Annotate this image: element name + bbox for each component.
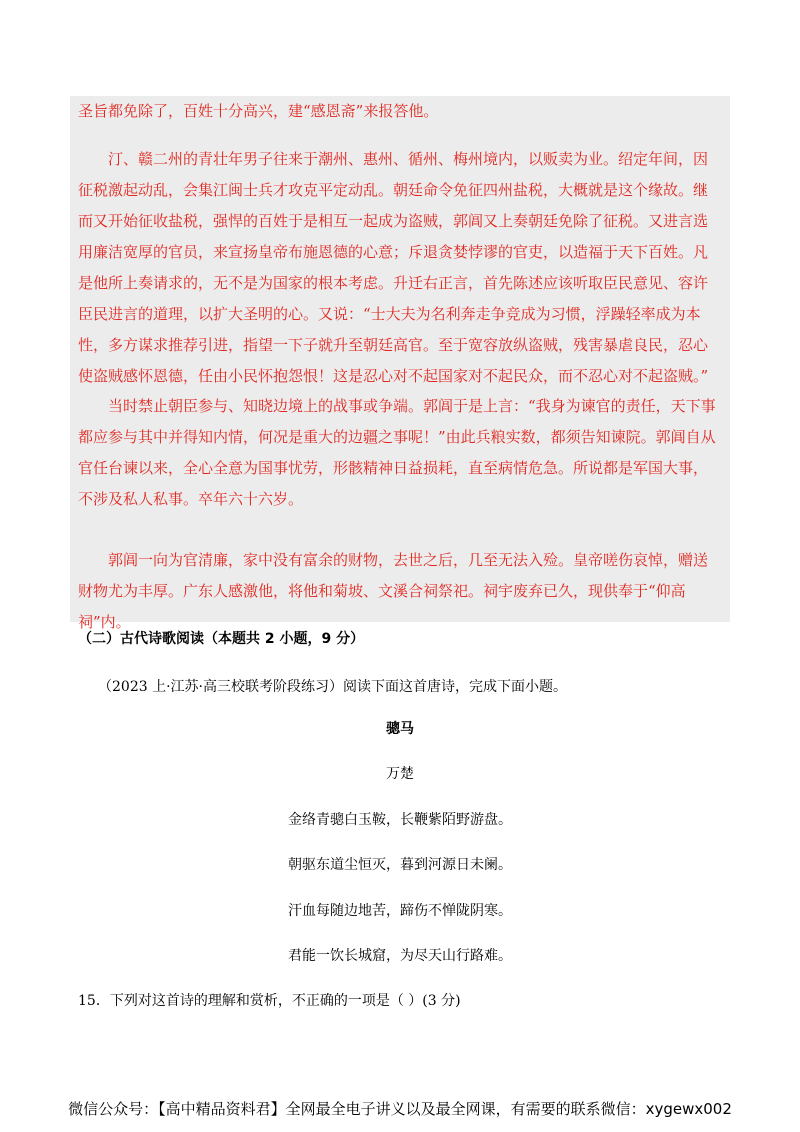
question-15: 15．下列对这首诗的理解和赏析，不正确的一项是（ ）(3 分)	[78, 993, 461, 1009]
poem-line-4: 君能一饮长城窟，为尽天山行路难。	[288, 948, 512, 964]
poem-line-3: 汗血每随边地苦，蹄伤不惮陇阴寒。	[288, 903, 512, 919]
answer-paragraph-1: 圣旨都免除了，百姓十分高兴，建“感恩斋”来报答他。	[78, 102, 439, 120]
poem-title: 骢马	[386, 721, 414, 737]
footer-watermark: 微信公众号：【高中精品资料君】全网最全电子讲义以及最全网课，有需要的联系微信：xygewx002	[68, 1100, 732, 1118]
poem-author: 万楚	[386, 766, 414, 782]
poem-line-2: 朝驱东道尘恒灭，暮到河源日未阑。	[288, 857, 512, 873]
section-heading: （二）古代诗歌阅读（本题共 2 小题，9 分）	[78, 631, 365, 647]
question-intro: （2023 上·江苏·高三校联考阶段练习）阅读下面这首唐诗，完成下面小题。	[98, 679, 567, 695]
poem-line-1: 金络青骢白玉鞍，长鞭紫陌野游盘。	[288, 812, 512, 828]
answer-paragraph-3: 当时禁止朝臣参与、知晓边境上的战事或争端。郭阊于是上言：“我身为谏官的责任，天下事都应参与其中并得知内情，何况是重大的边疆之事呢！”由此兵粮实数，都须告知谏院。郭阊自从官任台谏以来，全心全意为国事忧劳，形骸精神日益损耗，直至病情危急。所说都是军国大事，不涉及私人私事。卒年六十六岁。	[78, 397, 716, 508]
answer-paragraph-2: 汀、赣二州的青壮年男子往来于潮州、惠州、循州、梅州境内，以贩卖为业。绍定年间，因征税激起动乱，会集江闽士兵才攻克平定动乱。朝廷命令免征四州盐税，大概就是这个缘故。继而又开始征收盐税，强悍的百姓于是相互一起成为盗贼，郭阊又上奏朝廷免除了征税。又进言选用廉洁宽厚的官员，来宣扬皇帝布施恩德的心意；斥退贪婪悖谬的官吏，以造福于天下百姓。凡是他所上奏请求的，无不是为国家的根本考虑。升迁右正言，首先陈述应该听取臣民意见、容许臣民进言的道理，以扩大圣明的心。又说：“士大夫为名利奔走争竞成为习惯，浮躁轻率成为本性，多方谋求推荐引进，指望一下子就升至朝廷高官。至于宽容放纵盗贼，残害暴虐良民，忍心使盗贼感怀恩德，任由小民怀抱怨恨！这是忍心对不起国家对不起民众，而不忍心对不起盗贼。”	[78, 150, 709, 385]
answer-paragraph-4: 郭阊一向为官清廉，家中没有富余的财物，去世之后，几至无法入殓。皇帝嗟伤哀悼，赠送财物尤为丰厚。广东人感激他，将他和菊坡、文溪合祠祭祀。祠宇废弃已久，现供奉于“仰高祠”内。	[78, 551, 709, 631]
